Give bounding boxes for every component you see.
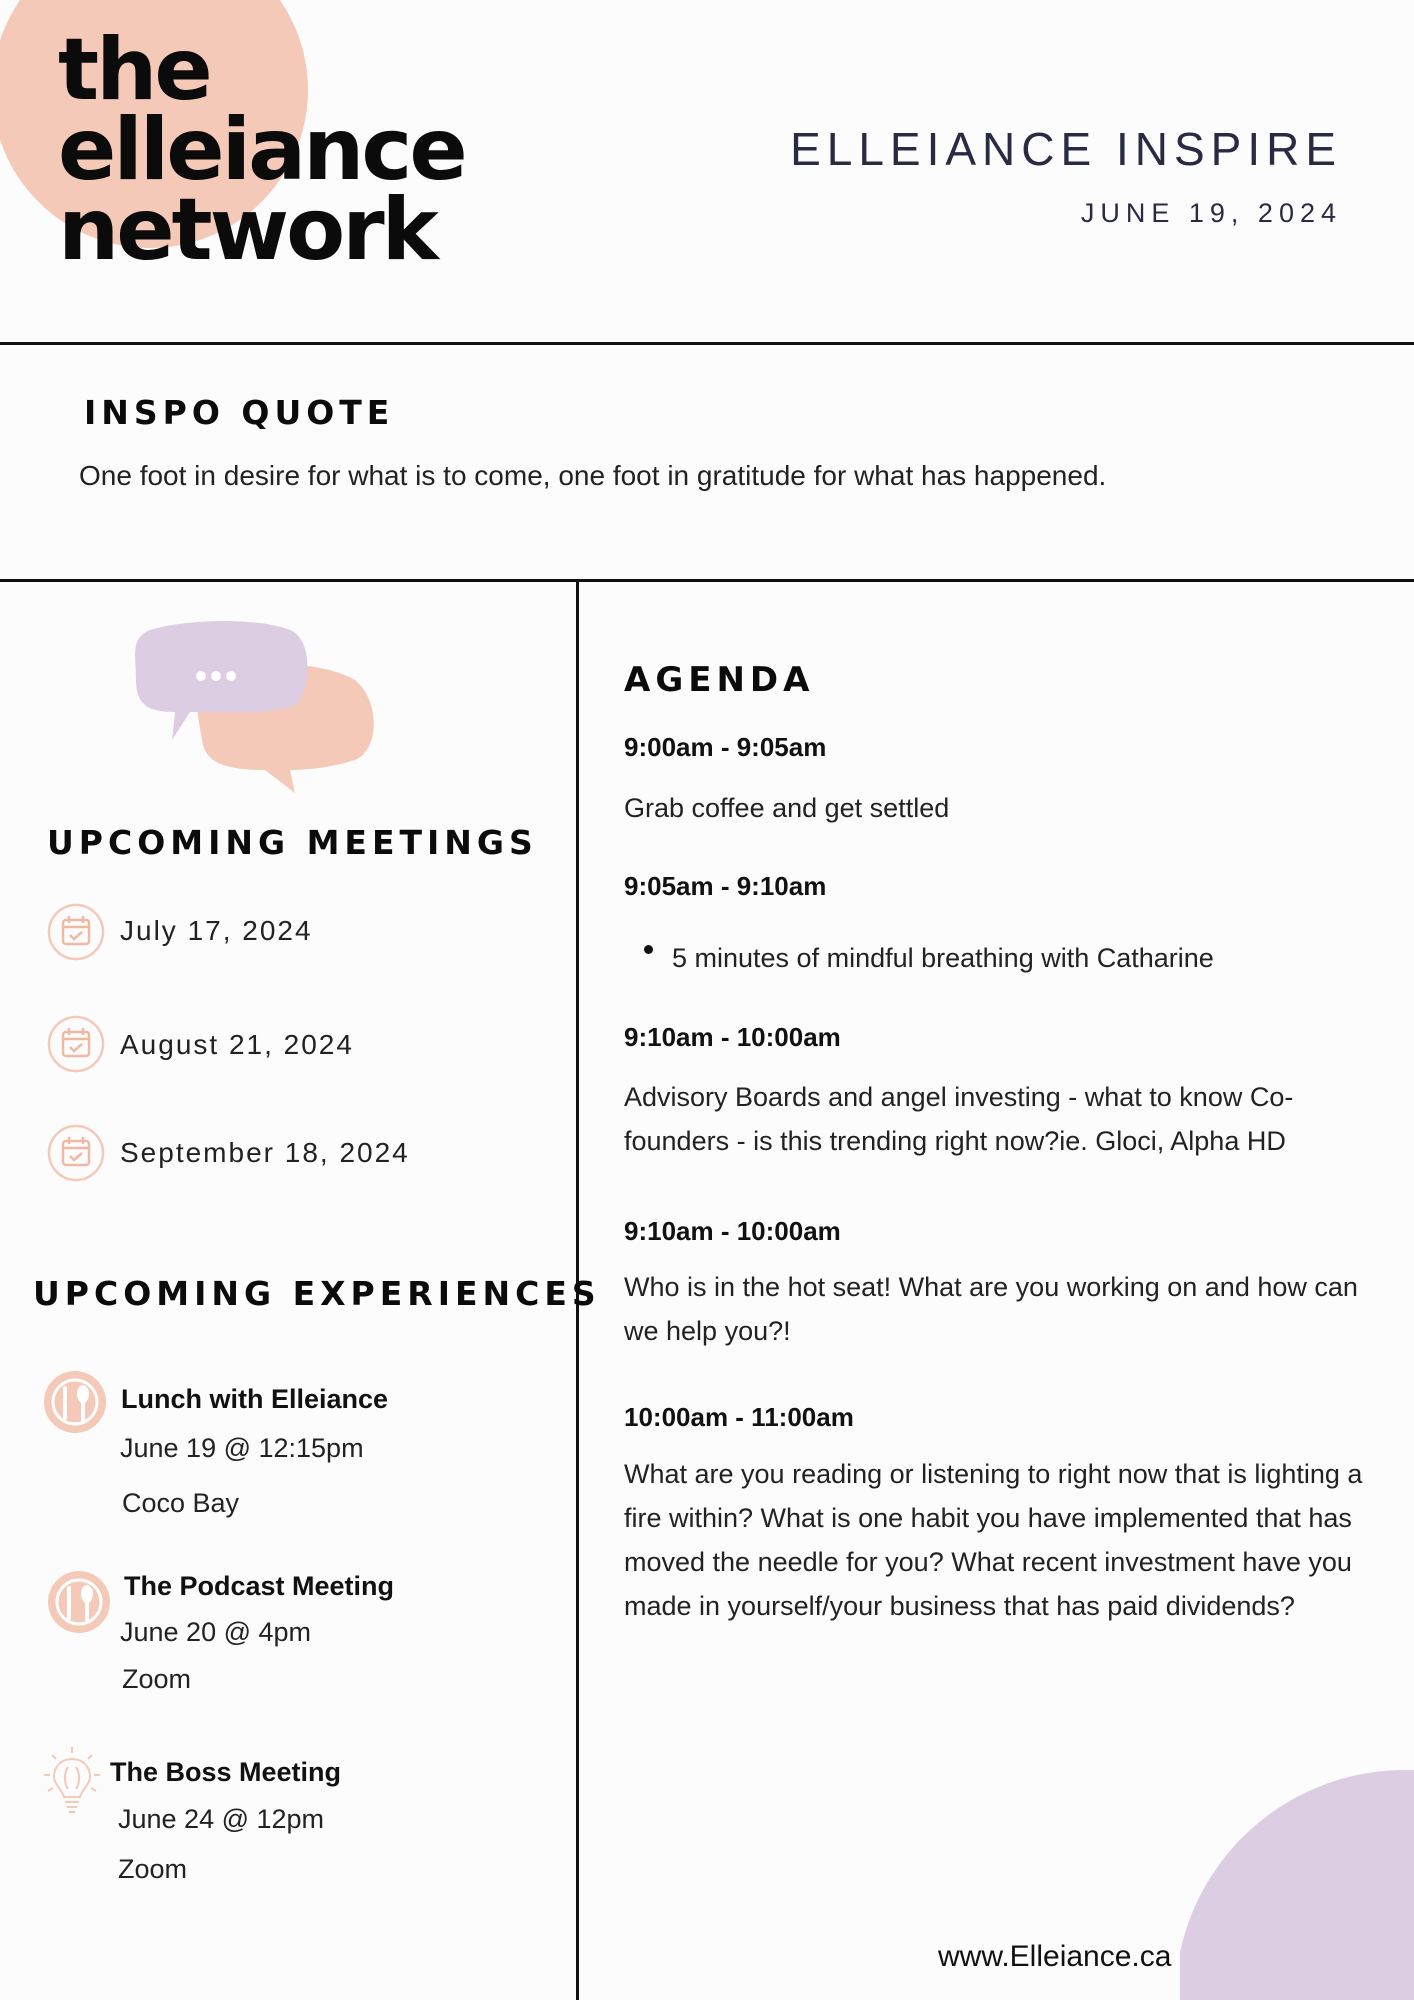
experience-when: June 24 @ 12pm <box>118 1804 325 1834</box>
meetings-title: UPCOMING MEETINGS <box>47 823 538 862</box>
chat-bubbles-icon <box>130 620 390 800</box>
experiences-title: UPCOMING EXPERIENCES <box>33 1274 601 1313</box>
calendar-icon <box>47 1015 105 1073</box>
experience-when: June 19 @ 12:15pm <box>120 1433 364 1463</box>
network-logo <box>58 20 465 280</box>
header-divider <box>0 342 1414 345</box>
agenda-description: Advisory Boards and angel investing - what to know Co-founders - is this trending right now?ie. Gloci, Alpha HD <box>624 1082 1294 1156</box>
experience-where: Zoom <box>118 1854 188 1884</box>
agenda-time: 9:05am - 9:10am <box>624 871 827 901</box>
quote-divider <box>0 579 1414 582</box>
meeting-date: August 21, 2024 <box>120 1029 354 1060</box>
event-title: ELLEIANCE INSPIRE <box>790 123 1342 175</box>
agenda-description: Grab coffee and get settled <box>624 793 950 823</box>
event-date: JUNE 19, 2024 <box>1080 198 1342 228</box>
experience-title: Lunch with Elleiance <box>121 1384 389 1414</box>
utensils-icon <box>47 1570 111 1634</box>
experience-where: Coco Bay <box>122 1488 240 1518</box>
meeting-item <box>47 903 105 966</box>
agenda-description: Who is in the hot seat! What are you working on and how can we help you?! <box>624 1272 1358 1346</box>
calendar-icon <box>47 903 105 961</box>
logo-line-1: the <box>58 20 210 120</box>
utensils-icon <box>43 1370 107 1434</box>
experience-when: June 20 @ 4pm <box>120 1617 312 1647</box>
quote-text: One foot in desire for what is to come, one foot in gratitude for what has happened. <box>79 460 1107 491</box>
experience-title: The Boss Meeting <box>110 1757 342 1787</box>
agenda-title: AGENDA <box>624 660 815 700</box>
meeting-date: July 17, 2024 <box>120 915 313 946</box>
lightbulb-icon <box>40 1745 104 1817</box>
calendar-icon <box>47 1124 105 1182</box>
bullet-dot <box>644 945 653 954</box>
experience-where: Zoom <box>122 1664 192 1694</box>
agenda-time: 9:00am - 9:05am <box>624 732 827 762</box>
meeting-item <box>47 1124 105 1187</box>
meeting-item <box>47 1015 105 1078</box>
agenda-time: 10:00am - 11:00am <box>624 1402 854 1432</box>
meeting-date: September 18, 2024 <box>120 1137 410 1168</box>
experience-title: The Podcast Meeting <box>124 1571 395 1601</box>
website-link[interactable]: www.Elleiance.ca <box>938 1940 1172 1973</box>
agenda-time: 9:10am - 10:00am <box>624 1022 841 1052</box>
lavender-circle-decoration <box>1180 1770 1414 2000</box>
agenda-description: What are you reading or listening to right now that is lighting a fire within? What is one habit you have implemented that has moved the needle for you? What recent investment have you made in yourself/your business that has paid dividends? <box>624 1459 1363 1621</box>
agenda-time: 9:10am - 10:00am <box>624 1216 841 1246</box>
quote-title: INSPO QUOTE <box>84 393 395 432</box>
agenda-description: 5 minutes of mindful breathing with Catharine <box>672 943 1214 973</box>
logo-line-3: network <box>58 180 436 280</box>
logo-line-2: elleiance <box>58 100 465 200</box>
